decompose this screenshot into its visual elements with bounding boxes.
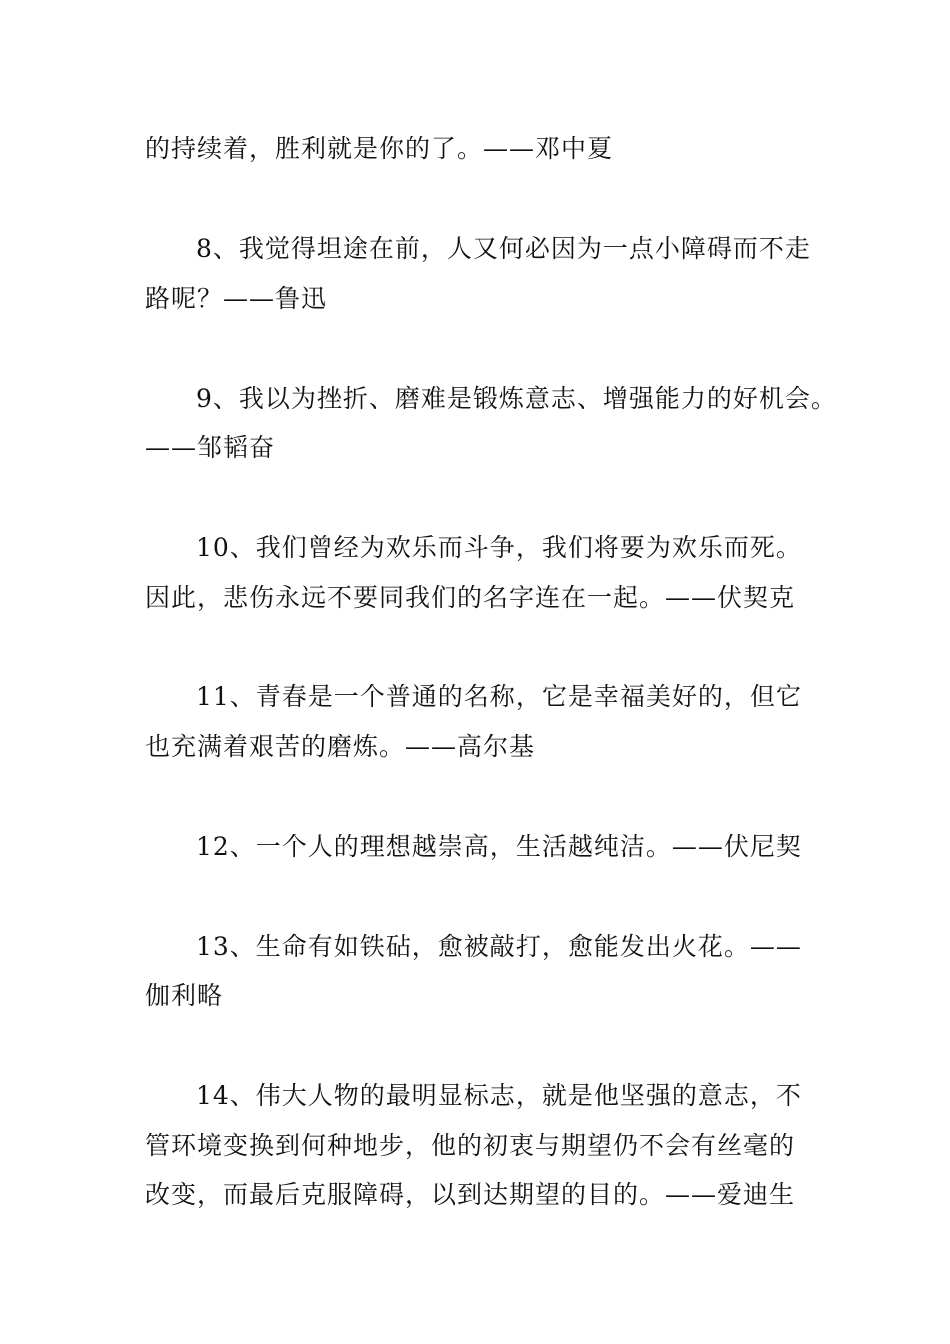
text-line: 管环境变换到何种地步，他的初衷与期望仍不会有丝毫的 — [145, 1131, 796, 1160]
text-line: 10、我们曾经为欢乐而斗争，我们将要为欢乐而死。 — [196, 533, 802, 562]
text-line: 因此，悲伤永远不要同我们的名字连在一起。——伏契克 — [145, 583, 796, 612]
text-line: 也充满着艰苦的磨炼。——高尔基 — [145, 732, 536, 761]
text-line: 的持续着，胜利就是你的了。——邓中夏 — [145, 134, 614, 163]
text-line: 伽利略 — [145, 981, 224, 1010]
text-line: 14、伟大人物的最明显标志，就是他坚强的意志，不 — [196, 1081, 802, 1110]
text-line: 改变，而最后克服障碍，以到达期望的目的。——爱迪生 — [145, 1180, 796, 1209]
text-line: 8、我觉得坦途在前，人又何必因为一点小障碍而不走 — [196, 234, 811, 263]
text-line: 11、青春是一个普通的名称，它是幸福美好的，但它 — [196, 682, 802, 711]
text-line: 9、我以为挫折、磨难是锻炼意志、增强能力的好机会。 — [196, 384, 837, 413]
text-line: ——邹韬奋 — [145, 433, 276, 462]
text-line: 12、一个人的理想越崇高，生活越纯洁。——伏尼契 — [196, 832, 802, 861]
text-line: 路呢？——鲁迅 — [145, 284, 328, 313]
text-line: 13、生命有如铁砧，愈被敲打，愈能发出火花。—— — [196, 932, 802, 961]
